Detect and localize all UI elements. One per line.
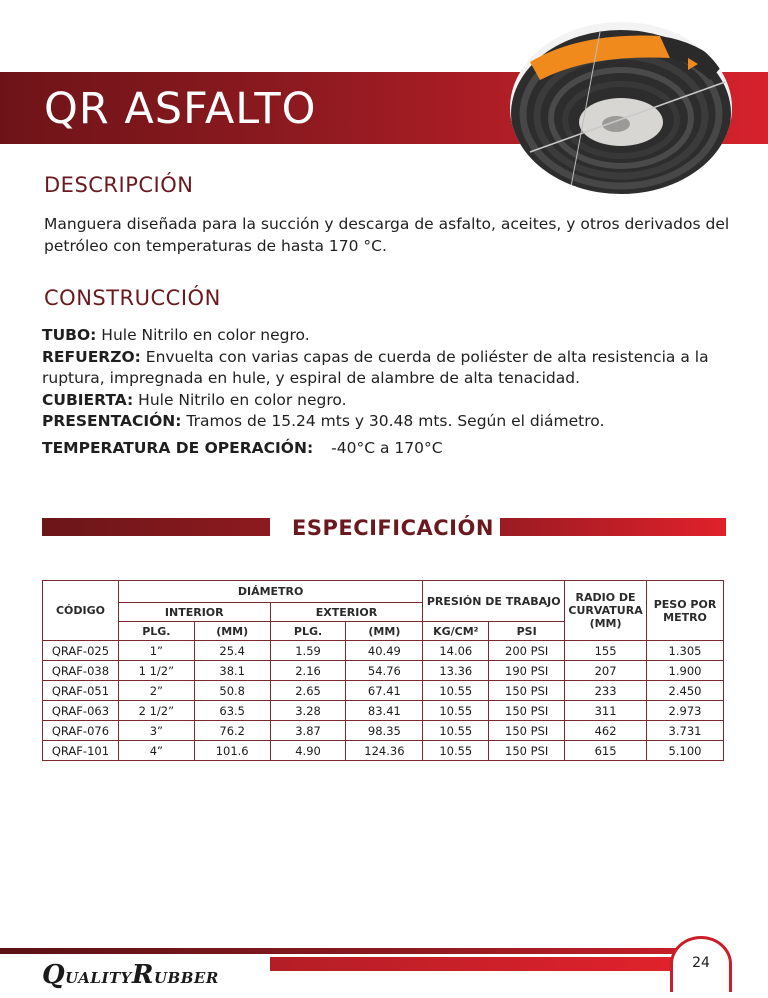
spec-bar-left <box>42 518 270 536</box>
table-cell: 233 <box>565 681 647 701</box>
table-row <box>43 701 724 721</box>
tubo-label: TUBO: <box>42 326 97 344</box>
table-cell: 13.36 <box>423 661 489 681</box>
header-peso <box>647 581 724 641</box>
quality-rubber-logo <box>42 960 219 990</box>
construction-details <box>42 325 732 460</box>
specification-table <box>42 580 724 761</box>
table-cell: 25.4 <box>194 641 270 661</box>
table-cell: 54.76 <box>346 661 423 681</box>
table-row <box>43 721 724 741</box>
cubierta-line <box>42 390 732 412</box>
hose-photo <box>510 22 732 194</box>
presentacion-label: PRESENTACIÓN: <box>42 412 182 431</box>
presentacion-line <box>42 411 732 433</box>
header-radio-line2: CURVATURA <box>568 604 643 617</box>
header-exterior-plg: PLG. <box>270 622 346 641</box>
header-exterior-mm: (MM) <box>346 622 423 641</box>
table-cell: 3.87 <box>270 721 346 741</box>
header-diametro: DIÁMETRO <box>118 581 422 603</box>
table-cell: 10.55 <box>423 701 489 721</box>
table-cell: 50.8 <box>194 681 270 701</box>
header-codigo: CÓDIGO <box>43 581 119 641</box>
header-peso-line1: PESO POR <box>653 597 717 611</box>
table-cell: 10.55 <box>423 721 489 741</box>
table-cell: QRAF-063 <box>43 701 119 721</box>
logo-ubber: UBBER <box>153 969 219 987</box>
table-cell: 76.2 <box>194 721 270 741</box>
table-cell: 63.5 <box>194 701 270 721</box>
header-presion: PRESIÓN DE TRABAJO <box>423 581 565 622</box>
table-cell: 615 <box>565 741 647 761</box>
table-row <box>43 741 724 761</box>
specification-heading: ESPECIFICACIÓN <box>292 516 494 540</box>
footer-band <box>270 957 690 971</box>
logo-r: R <box>131 960 154 990</box>
table-cell: 190 PSI <box>489 661 565 681</box>
table-cell: 101.6 <box>194 741 270 761</box>
table-cell: 4” <box>118 741 194 761</box>
refuerzo-line <box>42 347 732 390</box>
header-exterior: EXTERIOR <box>270 603 423 622</box>
table-cell: QRAF-101 <box>43 741 119 761</box>
temperatura-label: TEMPERATURA DE OPERACIÓN: <box>42 438 314 457</box>
table-cell: 2.65 <box>270 681 346 701</box>
header-radio-line3: (MM) <box>589 617 622 630</box>
table-cell: 2” <box>118 681 194 701</box>
logo-uality: UALITY <box>65 969 132 987</box>
table-cell: 10.55 <box>423 741 489 761</box>
header-interior: INTERIOR <box>118 603 270 622</box>
table-cell: 200 PSI <box>489 641 565 661</box>
table-cell: QRAF-051 <box>43 681 119 701</box>
page-number: 24 <box>692 955 710 971</box>
page-title: QR ASFALTO <box>44 84 317 134</box>
table-row <box>43 661 724 681</box>
table-cell: 1 1/2” <box>118 661 194 681</box>
table-cell: QRAF-038 <box>43 661 119 681</box>
table-cell: 1.59 <box>270 641 346 661</box>
header-interior-plg: PLG. <box>118 622 194 641</box>
table-cell: 2.16 <box>270 661 346 681</box>
construction-heading: CONSTRUCCIÓN <box>44 286 221 310</box>
table-cell: 150 PSI <box>489 701 565 721</box>
table-cell: 67.41 <box>346 681 423 701</box>
table-cell: 462 <box>565 721 647 741</box>
cubierta-text: Hule Nitrilo en color negro. <box>133 390 347 409</box>
header-kgcm: KG/CM² <box>423 622 489 641</box>
table-cell: 150 PSI <box>489 681 565 701</box>
cubierta-label: CUBIERTA: <box>42 390 134 409</box>
table-cell: 83.41 <box>346 701 423 721</box>
description-heading: DESCRIPCIÓN <box>44 173 194 197</box>
header-radio <box>565 581 647 641</box>
spec-bar-right <box>500 518 726 536</box>
table-cell: 1.900 <box>647 661 724 681</box>
table-cell: 1” <box>118 641 194 661</box>
table-cell: 38.1 <box>194 661 270 681</box>
table-cell: 14.06 <box>423 641 489 661</box>
table-cell: 124.36 <box>346 741 423 761</box>
table-cell: 155 <box>565 641 647 661</box>
table-header-row <box>43 581 724 603</box>
table-row <box>43 641 724 661</box>
table-cell: QRAF-076 <box>43 721 119 741</box>
logo-q: Q <box>42 960 66 990</box>
header-peso-line2: METRO <box>663 610 707 624</box>
table-cell: 311 <box>565 701 647 721</box>
refuerzo-label: REFUERZO: <box>42 347 141 366</box>
table-cell: 3” <box>118 721 194 741</box>
header-psi: PSI <box>489 622 565 641</box>
table-cell: 5.100 <box>647 741 724 761</box>
table-cell: 150 PSI <box>489 721 565 741</box>
table-cell: 1.305 <box>647 641 724 661</box>
description-text: Manguera diseñada para la succión y descarga de asfalto, aceites, y otros derivados del petróleo con temperaturas de hasta 170 °C. <box>44 215 730 255</box>
header-interior-mm: (MM) <box>194 622 270 641</box>
tubo-line <box>42 325 732 347</box>
table-cell: 3.28 <box>270 701 346 721</box>
header-radio-line1: RADIO DE <box>575 591 636 604</box>
table-cell: 150 PSI <box>489 741 565 761</box>
table-cell: 10.55 <box>423 681 489 701</box>
temperatura-value: -40°C a 170°C <box>331 438 443 457</box>
hose-coil-illustration <box>510 22 732 194</box>
footer-line <box>0 948 690 954</box>
table-cell: 2.450 <box>647 681 724 701</box>
table-row <box>43 681 724 701</box>
table-cell: 3.731 <box>647 721 724 741</box>
table-cell: 4.90 <box>270 741 346 761</box>
table-cell: 207 <box>565 661 647 681</box>
table-cell: 2 1/2” <box>118 701 194 721</box>
presentacion-text: Tramos de 15.24 mts y 30.48 mts. Según el diámetro. <box>181 412 605 431</box>
table-cell: QRAF-025 <box>43 641 119 661</box>
table-cell: 40.49 <box>346 641 423 661</box>
table-cell: 2.973 <box>647 701 724 721</box>
temperatura-line <box>42 438 732 460</box>
table-cell: 98.35 <box>346 721 423 741</box>
refuerzo-text: Envuelta con varias capas de cuerda de poliéster de alta resistencia a la ruptura, impregnada en hule, y espiral de alambre de alta tenacidad. <box>42 347 709 388</box>
tubo-text: Hule Nitrilo en color negro. <box>96 326 310 344</box>
